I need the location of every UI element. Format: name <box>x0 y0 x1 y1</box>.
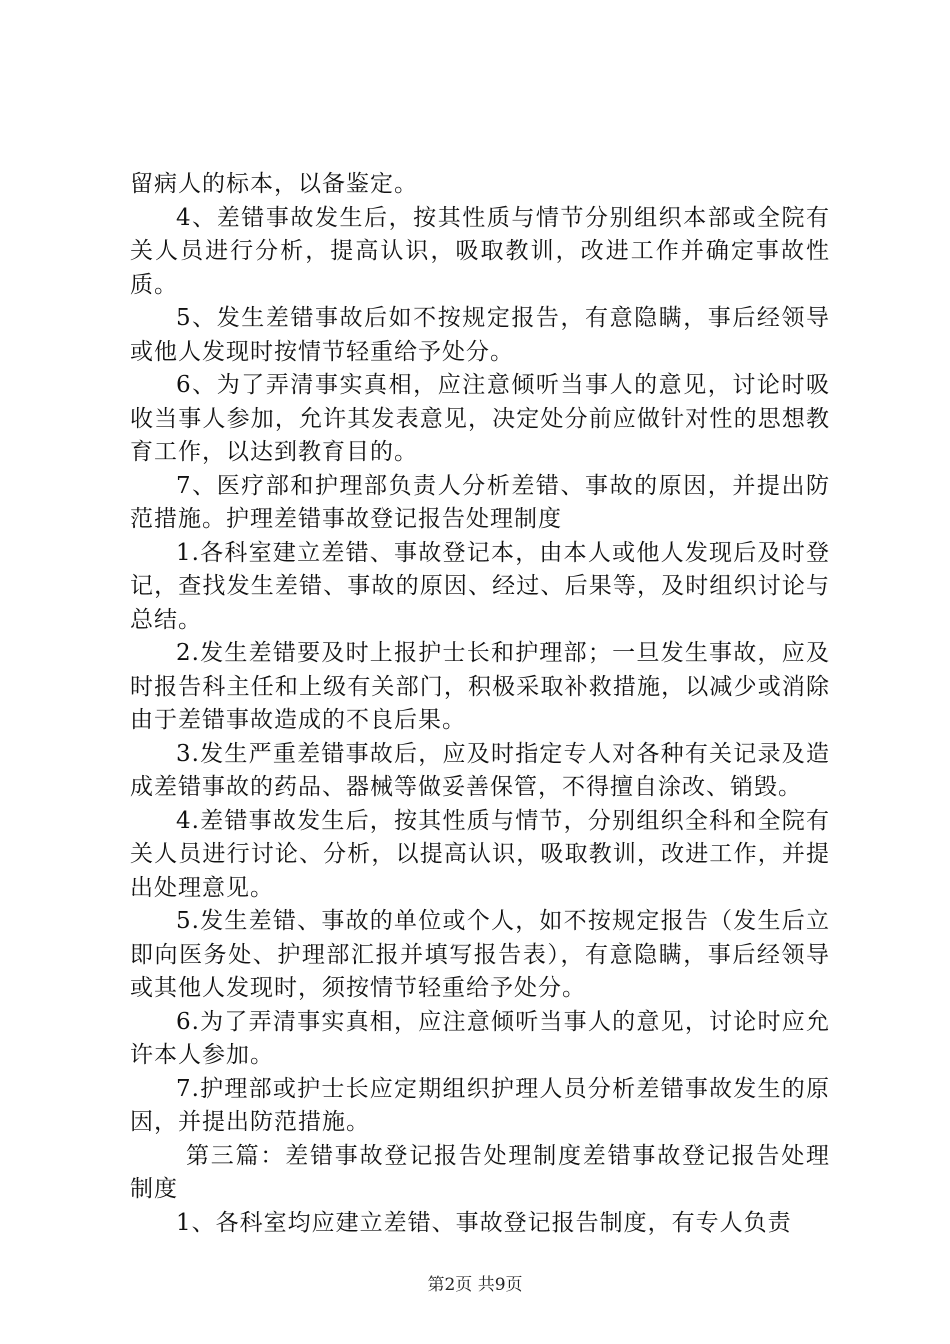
paragraph-nursing-5: 5.发生差错、事故的单位或个人，如不按规定报告（发生后立即向医务处、护理部汇报并填写报告表），有意隐瞒，事后经领导或其他人发现时，须按情节轻重给予处分。 <box>130 908 830 1001</box>
section-heading-part-three: 第三篇：差错事故登记报告处理制度差错事故登记报告处理制度 <box>130 1142 830 1202</box>
paragraph-nursing-4: 4.差错事故发生后，按其性质与情节，分别组织全科和全院有关人员进行讨论、分析，以提高认识，吸取教训，改进工作，并提出处理意见。 <box>130 807 830 901</box>
page-number-footer: 第2页 共9页 <box>427 1275 523 1295</box>
paragraph-part-three-1: 1、各科室均应建立差错、事故登记报告制度，有专人负责 <box>176 1209 792 1236</box>
paragraph-nursing-1: 1.各科室建立差错、事故登记本，由本人或他人发现后及时登记，查找发生差错、事故的原因、经过、后果等，及时组织讨论与总结。 <box>130 539 830 633</box>
paragraph-nursing-6: 6.为了弄清事实真相，应注意倾听当事人的意见，讨论时应允许本人参加。 <box>130 1008 830 1068</box>
paragraph-item-6: 6、为了弄清事实真相，应注意倾听当事人的意见，讨论时吸收当事人参加，允许其发表意见，决定处分前应做针对性的思想教育工作，以达到教育目的。 <box>130 372 830 465</box>
paragraph-item-4: 4、差错事故发生后，按其性质与情节分别组织本部或全院有关人员进行分析，提高认识，吸取教训，改进工作并确定事故性质。 <box>130 204 830 298</box>
paragraph-item-7: 7、医疗部和护理部负责人分析差错、事故的原因，并提出防范措施。护理差错事故登记报告处理制度 <box>130 472 830 532</box>
paragraph-item-5: 5、发生差错事故后如不按规定报告，有意隐瞒，事后经领导或他人发现时按情节轻重给予处分。 <box>130 305 830 365</box>
paragraph-nursing-2: 2.发生差错要及时上报护士长和护理部；一旦发生事故，应及时报告科主任和上级有关部门，积极采取补救措施，以减少或消除由于差错事故造成的不良后果。 <box>130 640 830 733</box>
document-body <box>130 168 830 1240</box>
paragraph-nursing-3: 3.发生严重差错事故后，应及时指定专人对各种有关记录及造成差错事故的药品、器械等做妥善保管，不得擅自涂改、销毁。 <box>130 740 830 800</box>
paragraph-continuation: 留病人的标本，以备鉴定。 <box>130 171 418 197</box>
paragraph-nursing-7: 7.护理部或护士长应定期组织护理人员分析差错事故发生的原因，并提出防范措施。 <box>130 1075 830 1135</box>
